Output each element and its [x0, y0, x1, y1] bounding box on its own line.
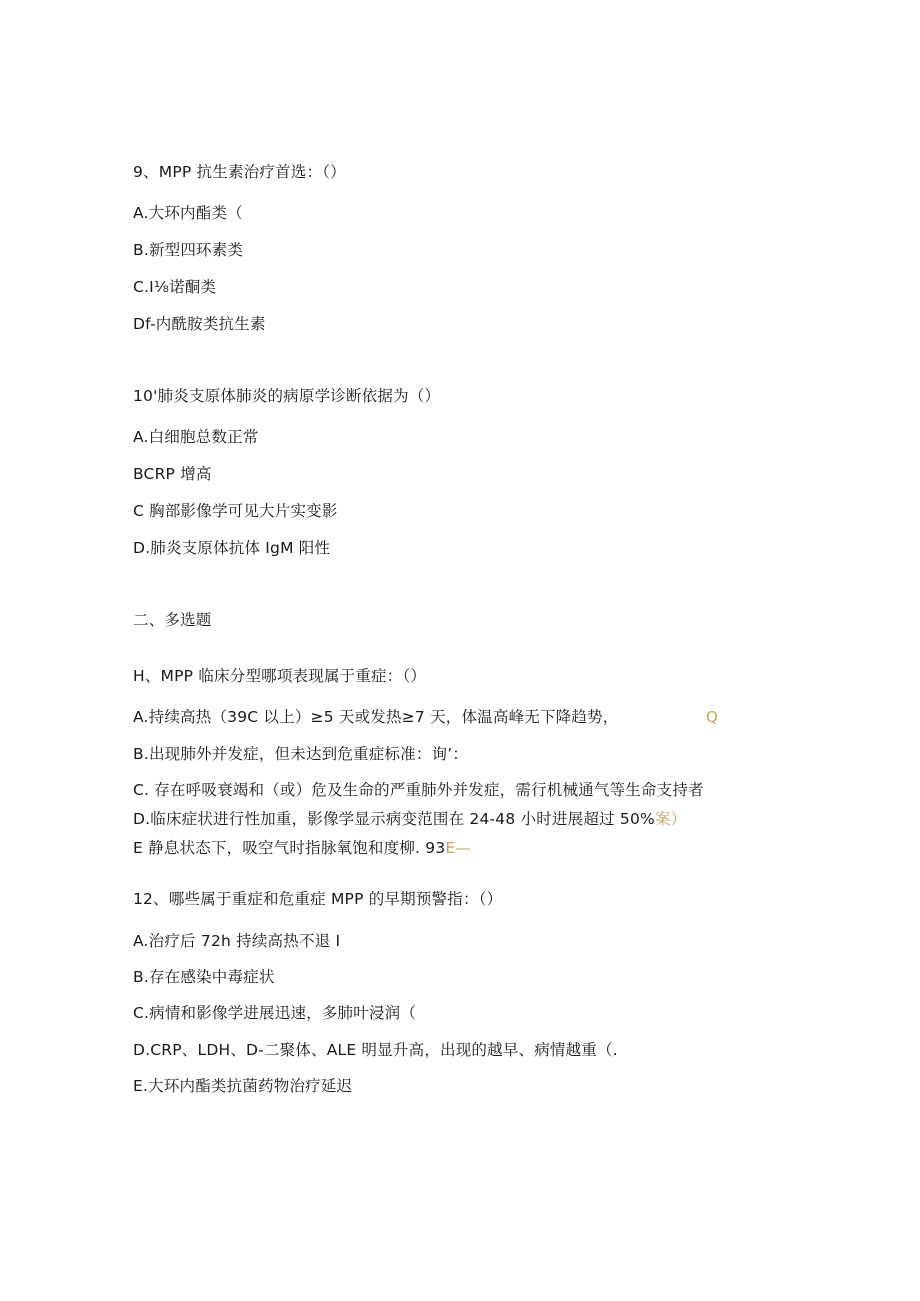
question-11-option-d — [133, 809, 686, 829]
question-12-option-c: C.病情和影像学进展迅速，多肺叶浸润（ — [133, 1004, 417, 1022]
question-11-option-d-mark: 案） — [654, 810, 687, 828]
question-10-option-d: D.肺炎支原体抗体 IgM 阳性 — [133, 539, 331, 557]
question-11-option-e-text: E 静息状态下，吸空气时指脉氧饱和度柳. 93 — [133, 839, 446, 857]
question-11-option-a: A.持续高热（39C 以上）≥5 天或发热≥7 天，体温高峰无下降趋势， — [133, 708, 619, 726]
question-10-option-c: C 胸部影像学可见大片实变影 — [133, 502, 338, 520]
question-11-option-e-mark: E— — [445, 839, 472, 857]
question-9-option-d: Df-内酰胺类抗生素 — [133, 315, 266, 333]
question-11-option-a-mark: Q — [706, 708, 718, 726]
question-10-option-b: BCRP 增高 — [133, 465, 212, 483]
question-12-stem: 12、哪些属于重症和危重症 MPP 的早期预警指：（） — [133, 890, 503, 908]
question-12-option-a: A.治疗后 72h 持续高热不退 I — [133, 932, 341, 950]
question-11-option-b: B.出现肺外并发症，但未达到危重症标准：询’： — [133, 745, 469, 763]
question-9-option-c: C.I⅛诺酮类 — [133, 278, 217, 296]
question-11-option-e — [133, 838, 471, 858]
question-11-stem: H、MPP 临床分型哪项表现属于重症：（） — [133, 667, 427, 685]
question-11-option-c: C. 存在呼吸衰竭和（或）危及生命的严重肺外并发症，需行机械通气等生命支持者 — [133, 781, 704, 799]
question-10-stem: 10'肺炎支原体肺炎的病原学诊断依据为（） — [133, 387, 441, 405]
question-12-option-b: B.存在感染中毒症状 — [133, 968, 275, 986]
question-11-option-d-text: D.临床症状进行性加重，影像学显示病变范围在 24-48 小时进展超过 50% — [133, 810, 655, 828]
question-9-option-a: A.大环内酯类（ — [133, 204, 243, 222]
question-12-option-e: E.大环内酯类抗菌药物治疗延迟 — [133, 1077, 353, 1095]
question-9-option-b: B.新型四环素类 — [133, 241, 244, 259]
section-title-multiple-choice: 二、多选题 — [133, 611, 212, 629]
question-10-option-a: A.白细胞总数正常 — [133, 428, 259, 446]
question-9-stem: 9、MPP 抗生素治疗首选：（） — [133, 163, 346, 181]
question-12-option-d: D.CRP、LDH、D-二聚体、ALE 明显升高，出现的越早、病情越重（. — [133, 1041, 618, 1059]
